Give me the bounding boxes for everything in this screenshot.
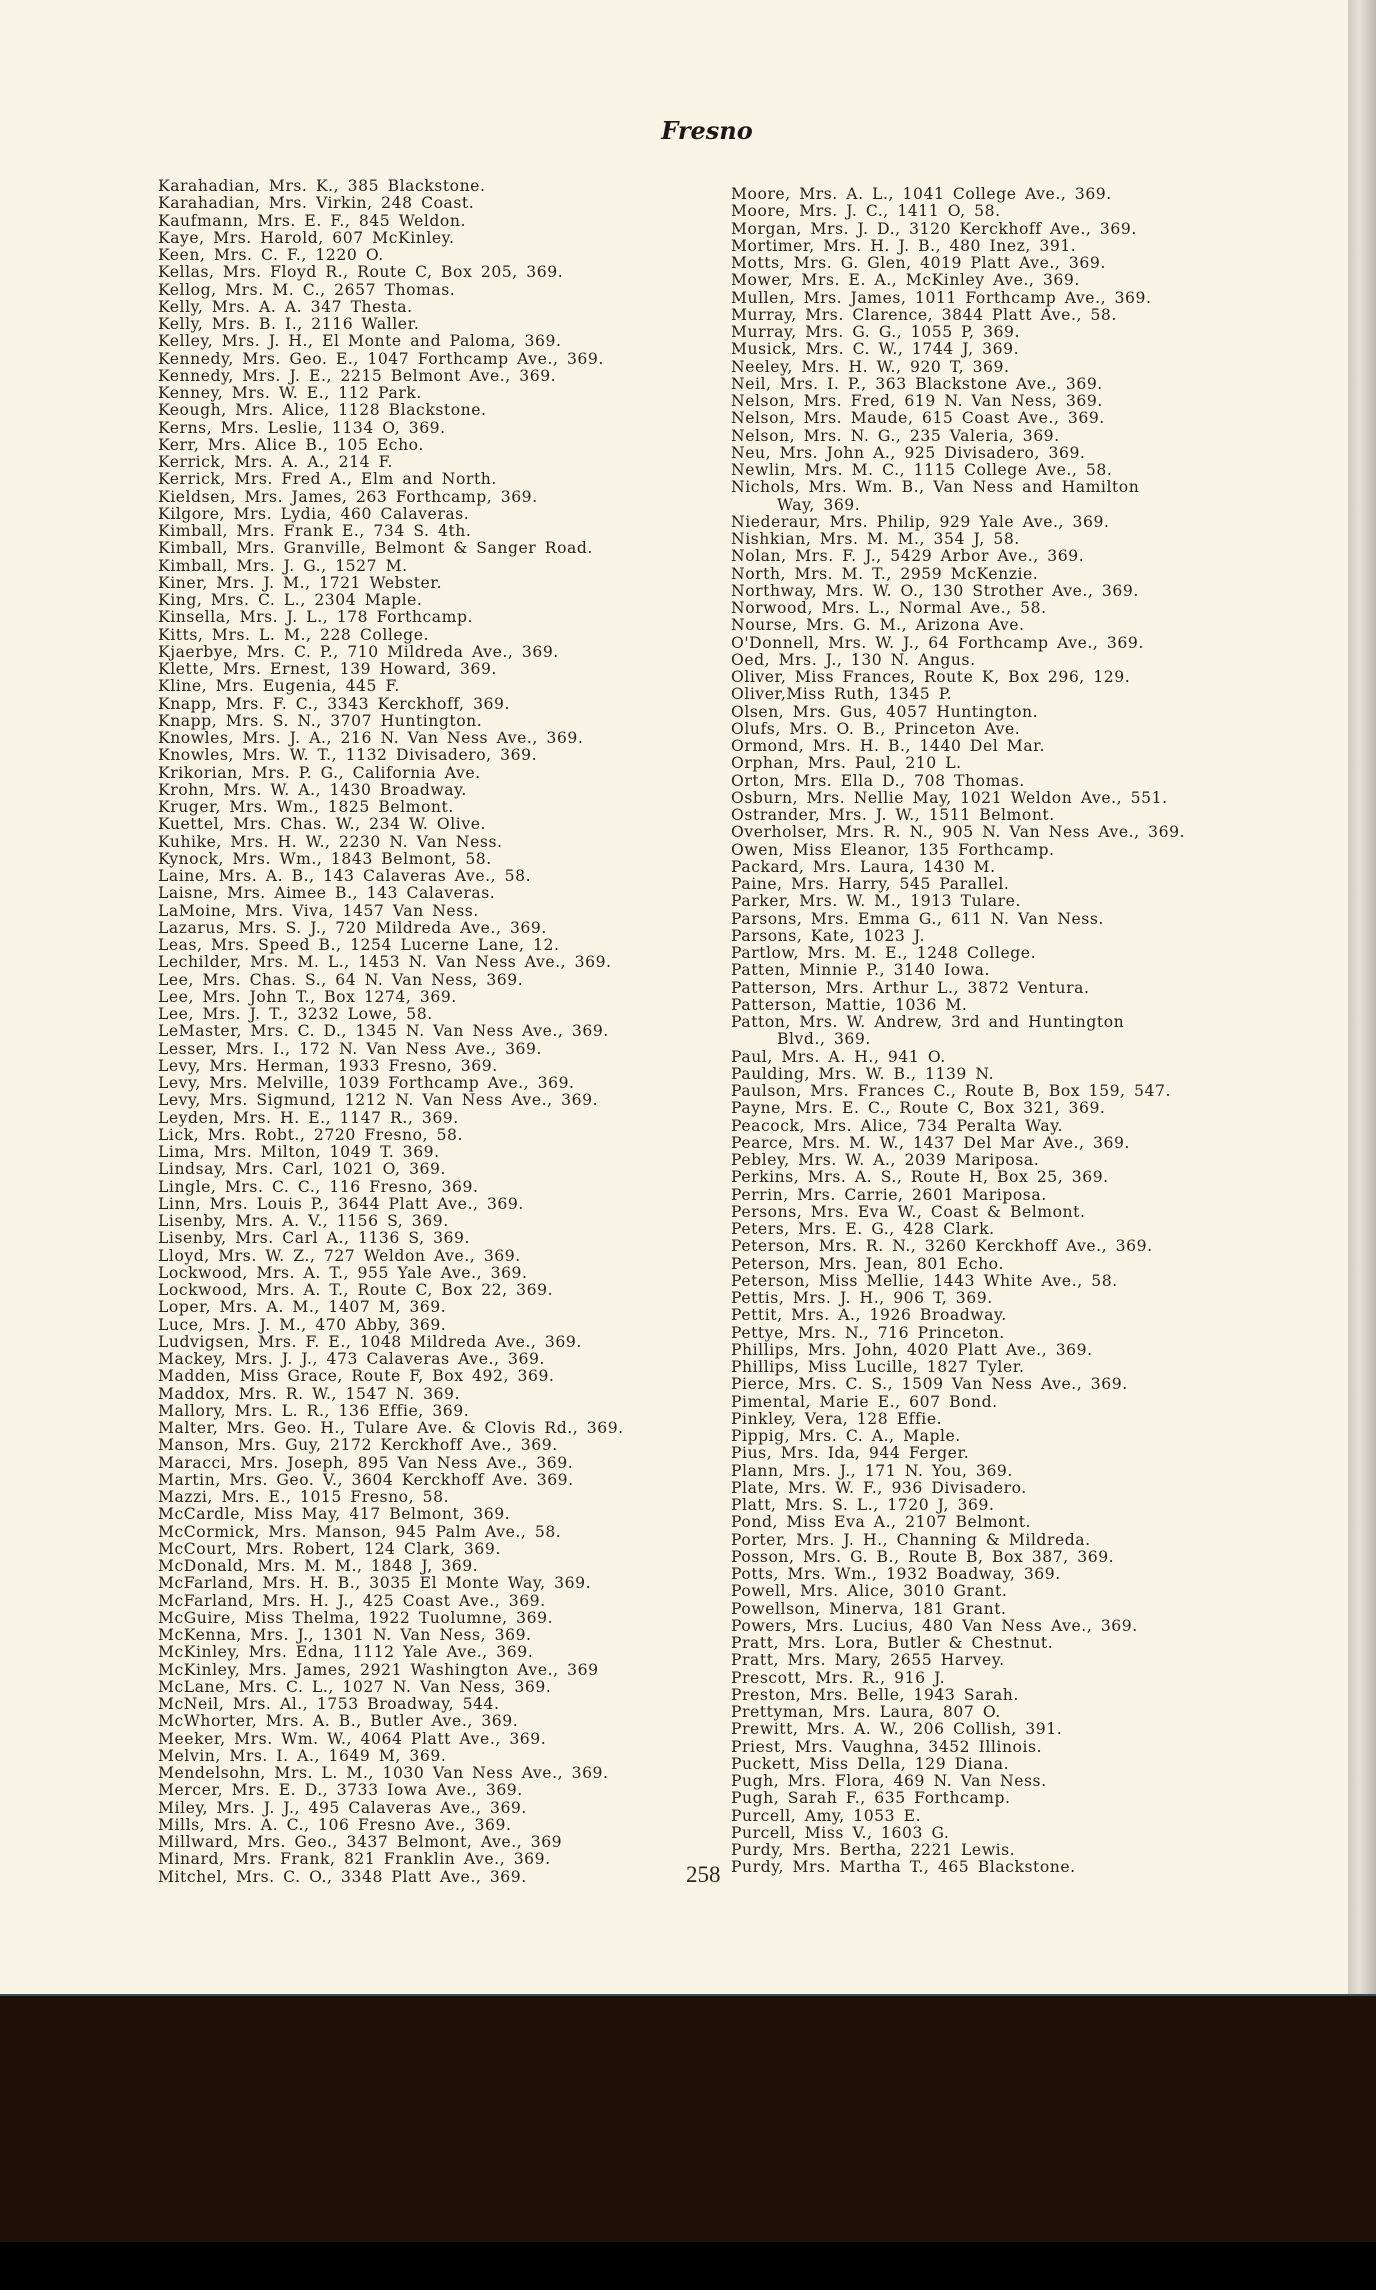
entry-text: Nourse, Mrs. G. M., Arizona Ave. xyxy=(731,616,1025,635)
entry-text: Paulding, Mrs. W. B., 1139 N. xyxy=(731,1064,995,1083)
directory-entry: Laine, Mrs. A. B., 143 Calaveras Ave., 58. xyxy=(158,867,532,885)
directory-entry xyxy=(731,1135,1185,1152)
directory-entry: Kuhike, Mrs. H. W., 2230 N. Van Ness. xyxy=(158,832,503,851)
directory-entry xyxy=(731,221,1185,238)
entry-text: Peters, Mrs. E. G., 428 Clark. xyxy=(731,1220,995,1238)
entry-text: Prewitt, Mrs. A. W., 206 Collish, 391. xyxy=(731,1720,1063,1739)
directory-entry: Kieldsen, Mrs. James, 263 Forthcamp, 369. xyxy=(158,487,538,506)
directory-entry xyxy=(731,1152,1185,1169)
directory-entry: Lindsay, Mrs. Carl, 1021 O, 369. xyxy=(158,1160,446,1179)
entry-text: Neeley, Mrs. H. W., 920 T, 369. xyxy=(731,357,1010,376)
directory-entry xyxy=(731,1859,1185,1876)
directory-entry: Kruger, Mrs. Wm., 1825 Belmont. xyxy=(158,798,454,816)
directory-entry: Kellog, Mrs. M. C., 2657 Thomas. xyxy=(158,280,456,299)
entry-text: Peterson, Mrs. R. N., 3260 Kerckhoff Ave., 369. xyxy=(731,1237,1153,1256)
entry-text: Niederaur, Mrs. Philip, 929 Yale Ave., 369. xyxy=(731,512,1110,531)
directory-entry: Levy, Mrs. Sigmund, 1212 N. Van Ness Ave., 369. xyxy=(158,1091,599,1110)
directory-entry xyxy=(731,1721,1185,1738)
entry-text: Priest, Mrs. Vaughna, 3452 Illinois. xyxy=(731,1737,1043,1756)
directory-entry xyxy=(731,1100,1185,1117)
entry-text: Persons, Mrs. Eva W., Coast & Belmont. xyxy=(731,1202,1086,1221)
directory-entry xyxy=(731,1687,1185,1704)
directory-entry: Lima, Mrs. Milton, 1049 T. 369. xyxy=(158,1143,440,1161)
directory-entry: McFarland, Mrs. H. J., 425 Coast Ave., 369. xyxy=(158,1591,546,1610)
directory-entry xyxy=(731,1169,1185,1186)
directory-entry xyxy=(731,755,1185,772)
directory-entry: McKenna, Mrs. J., 1301 N. Van Ness, 369. xyxy=(158,1626,532,1644)
entry-text: Newlin, Mrs. M. C., 1115 College Ave., 58. xyxy=(731,461,1113,479)
entry-text: Moore, Mrs. J. C., 1411 O, 58. xyxy=(731,202,1001,221)
directory-entry xyxy=(731,376,1185,393)
directory-entry: Karahadian, Mrs. K., 385 Blackstone. xyxy=(158,177,486,195)
directory-entry: Malter, Mrs. Geo. H., Tulare Ave. & Clovis Rd., 369. xyxy=(158,1419,624,1437)
directory-entry: McWhorter, Mrs. A. B., Butler Ave., 369. xyxy=(158,1712,519,1731)
directory-entry: Kinsella, Mrs. J. L., 178 Forthcamp. xyxy=(158,608,474,627)
entry-text: Partlow, Mrs. M. E., 1248 College. xyxy=(731,944,1037,962)
directory-entry xyxy=(731,842,1185,859)
directory-entry xyxy=(731,980,1185,997)
directory-entry: Lloyd, Mrs. W. Z., 727 Weldon Ave., 369. xyxy=(158,1246,521,1265)
entry-continuation: Blvd., 369. xyxy=(777,1030,871,1049)
directory-entry: Mazzi, Mrs. E., 1015 Fresno, 58. xyxy=(158,1488,450,1506)
directory-entry: Meeker, Mrs. Wm. W., 4064 Platt Ave., 369. xyxy=(158,1729,547,1748)
directory-entry xyxy=(731,1601,1185,1618)
directory-entry: Kerr, Mrs. Alice B., 105 Echo. xyxy=(158,435,424,454)
directory-entry: Kerrick, Mrs. Fred A., Elm and North. xyxy=(158,470,497,489)
directory-entry xyxy=(731,1238,1185,1255)
entry-text: Powell, Mrs. Alice, 3010 Grant. xyxy=(731,1582,1008,1601)
entry-text: Platt, Mrs. S. L., 1720 J, 369. xyxy=(731,1496,995,1514)
directory-entry: Keen, Mrs. C. F., 1220 O. xyxy=(158,246,384,264)
directory-entry: McCardle, Miss May, 417 Belmont, 369. xyxy=(158,1505,511,1524)
entry-text: Powers, Mrs. Lucius, 480 Van Ness Ave., 369. xyxy=(731,1616,1138,1635)
directory-entry xyxy=(731,566,1185,583)
entry-text: Prescott, Mrs. R., 916 J. xyxy=(731,1668,946,1687)
entry-text: Morgan, Mrs. J. D., 3120 Kerckhoff Ave., 369. xyxy=(731,219,1137,238)
entry-text: Norwood, Mrs. L., Normal Ave., 58. xyxy=(731,599,1047,617)
entry-text: Posson, Mrs. G. B., Route B, Box 387, 369. xyxy=(731,1547,1115,1566)
directory-entry xyxy=(731,1187,1185,1204)
directory-entry xyxy=(731,203,1185,220)
entry-text: Perkins, Mrs. A. S., Route H, Box 25, 369. xyxy=(731,1168,1109,1187)
directory-entry: Lockwood, Mrs. A. T., 955 Yale Ave., 369. xyxy=(158,1263,528,1282)
scan-background xyxy=(0,1994,1376,2242)
directory-entry xyxy=(731,1307,1185,1324)
directory-entry: Kjaerbye, Mrs. C. P., 710 Mildreda Ave., 369. xyxy=(158,642,559,661)
directory-entry: Kenney, Mrs. W. E., 112 Park. xyxy=(158,384,422,402)
entry-text: Orton, Mrs. Ella D., 708 Thomas. xyxy=(731,771,1025,790)
entry-text: Packard, Mrs. Laura, 1430 M. xyxy=(731,857,996,876)
directory-entry: Minard, Mrs. Frank, 821 Franklin Ave., 369. xyxy=(158,1850,551,1869)
directory-entry: Kennedy, Mrs. J. E., 2215 Belmont Ave., 369. xyxy=(158,366,557,385)
directory-entry xyxy=(731,1273,1185,1290)
book-binding-edge xyxy=(1348,0,1376,1994)
entry-text: Purcell, Amy, 1053 E. xyxy=(731,1806,922,1825)
directory-entry: Kiner, Mrs. J. M., 1721 Webster. xyxy=(158,573,443,592)
directory-entry xyxy=(731,1204,1185,1221)
directory-entry xyxy=(731,635,1185,652)
directory-entry: McNeil, Mrs. Al., 1753 Broadway, 544. xyxy=(158,1695,500,1713)
entry-text: Pinkley, Vera, 128 Effie. xyxy=(731,1409,943,1428)
page-title: Fresno xyxy=(661,116,753,145)
directory-entry: Kaufmann, Mrs. E. F., 845 Weldon. xyxy=(158,211,466,230)
entry-text: Osburn, Mrs. Nellie May, 1021 Weldon Ave., 551. xyxy=(731,788,1168,807)
directory-entry xyxy=(731,1514,1185,1531)
directory-entry xyxy=(731,238,1185,255)
directory-entry: Knowles, Mrs. W. T., 1132 Divisadero, 369. xyxy=(158,746,538,765)
directory-entry: Luce, Mrs. J. M., 470 Abby, 369. xyxy=(158,1315,447,1334)
directory-entry: Kline, Mrs. Eugenia, 445 F. xyxy=(158,677,400,696)
directory-entry xyxy=(731,704,1185,721)
entry-text: Powellson, Minerva, 181 Grant. xyxy=(731,1599,1007,1618)
directory-entry xyxy=(731,514,1185,531)
directory-entry: Kelly, Mrs. B. I., 2116 Waller. xyxy=(158,315,420,333)
entry-text: Purdy, Mrs. Martha T., 465 Blackstone. xyxy=(731,1858,1076,1877)
directory-entry: Levy, Mrs. Melville, 1039 Forthcamp Ave., 369. xyxy=(158,1074,575,1092)
directory-entry xyxy=(731,1704,1185,1721)
directory-entry xyxy=(731,1290,1185,1307)
directory-entry: Lisenby, Mrs. A. V., 1156 S, 369. xyxy=(158,1212,449,1230)
directory-entry: Mitchel, Mrs. C. O., 3348 Platt Ave., 369. xyxy=(158,1867,527,1886)
entry-text: Pippig, Mrs. C. A., Maple. xyxy=(731,1427,961,1445)
entry-text: Perrin, Mrs. Carrie, 2601 Mariposa. xyxy=(731,1185,1047,1204)
directory-entry xyxy=(731,1618,1185,1635)
entry-text: Northway, Mrs. W. O., 130 Strother Ave., 369. xyxy=(731,581,1139,600)
entry-text: Prettyman, Mrs. Laura, 807 O. xyxy=(731,1703,1001,1721)
entry-text: Paul, Mrs. A. H., 941 O. xyxy=(731,1047,946,1066)
entry-text: Peacock, Mrs. Alice, 734 Peralta Way. xyxy=(731,1116,1063,1135)
directory-entry xyxy=(731,807,1185,824)
directory-entry xyxy=(731,997,1185,1014)
directory-entry xyxy=(731,1825,1185,1842)
directory-entry: Lazarus, Mrs. S. J., 720 Mildreda Ave., 369. xyxy=(158,918,547,937)
directory-entry: Knapp, Mrs. F. C., 3343 Kerckhoff, 369. xyxy=(158,694,510,713)
entry-text: Pearce, Mrs. M. W., 1437 Del Mar Ave., 369. xyxy=(731,1133,1130,1152)
entry-text: Pius, Mrs. Ida, 944 Ferger. xyxy=(731,1444,970,1463)
directory-entry xyxy=(731,186,1185,203)
entry-text: Pettis, Mrs. J. H., 906 T, 369. xyxy=(731,1289,993,1307)
directory-entry xyxy=(731,341,1185,358)
directory-entry xyxy=(731,859,1185,876)
entry-text: Patten, Minnie P., 3140 Iowa. xyxy=(731,961,990,980)
entry-text: Nolan, Mrs. F. J., 5429 Arbor Ave., 369. xyxy=(731,547,1085,566)
entry-text: Preston, Mrs. Belle, 1943 Sarah. xyxy=(731,1685,1019,1704)
directory-entry: Kimball, Mrs. Frank E., 734 S. 4th. xyxy=(158,522,472,540)
entry-continuation: Way, 369. xyxy=(777,495,861,514)
entry-text: Pebley, Mrs. W. A., 2039 Mariposa. xyxy=(731,1151,1040,1169)
entry-text: Nelson, Mrs. Maude, 615 Coast Ave., 369. xyxy=(731,409,1105,428)
directory-entry: Kuettel, Mrs. Chas. W., 234 W. Olive. xyxy=(158,815,486,834)
directory-entry xyxy=(731,1549,1185,1566)
directory-entry xyxy=(731,686,1185,703)
directory-entry xyxy=(731,1842,1185,1859)
directory-entry: Manson, Mrs. Guy, 2172 Kerckhoff Ave., 369. xyxy=(158,1436,558,1455)
directory-entry: Leas, Mrs. Speed B., 1254 Lucerne Lane, 12. xyxy=(158,936,560,954)
entry-text: Purdy, Mrs. Bertha, 2221 Lewis. xyxy=(731,1841,1016,1859)
directory-entry: Lisenby, Mrs. Carl A., 1136 S, 369. xyxy=(158,1229,470,1248)
directory-entry xyxy=(731,1428,1185,1445)
entry-text: Parsons, Kate, 1023 J. xyxy=(731,926,925,945)
directory-entry: Lechilder, Mrs. M. L., 1453 N. Van Ness Ave., 369. xyxy=(158,953,612,972)
directory-entry xyxy=(731,1083,1185,1100)
directory-entry: Ludvigsen, Mrs. F. E., 1048 Mildreda Ave., 369. xyxy=(158,1332,582,1351)
entry-text: Patterson, Mrs. Arthur L., 3872 Ventura. xyxy=(731,978,1090,997)
directory-entry: Kelley, Mrs. J. H., El Monte and Paloma, 369. xyxy=(158,332,562,351)
directory-entry: Karahadian, Mrs. Virkin, 248 Coast. xyxy=(158,194,475,213)
directory-entry xyxy=(731,307,1185,324)
directory-entry xyxy=(731,479,1185,514)
directory-entry: Kilgore, Mrs. Lydia, 460 Calaveras. xyxy=(158,504,470,523)
directory-entry xyxy=(731,1376,1185,1393)
directory-entry xyxy=(731,531,1185,548)
directory-entry: Miley, Mrs. J. J., 495 Calaveras Ave., 369. xyxy=(158,1798,527,1817)
directory-entry xyxy=(731,1411,1185,1428)
entry-text: O'Donnell, Mrs. W. J., 64 Forthcamp Ave., 369. xyxy=(731,633,1144,652)
directory-entry xyxy=(731,1635,1185,1652)
entry-text: Paulson, Mrs. Frances C., Route B, Box 159, 547. xyxy=(731,1082,1171,1100)
directory-entry xyxy=(731,600,1185,617)
entry-text: Pierce, Mrs. C. S., 1509 Van Ness Ave., 369. xyxy=(731,1375,1128,1394)
directory-entry: Krohn, Mrs. W. A., 1430 Broadway. xyxy=(158,780,467,799)
directory-entry xyxy=(731,1221,1185,1238)
entry-text: Nishkian, Mrs. M. M., 354 J, 58. xyxy=(731,530,1020,548)
entry-text: Purcell, Miss V., 1603 G. xyxy=(731,1823,950,1842)
directory-entry: Mercer, Mrs. E. D., 3733 Iowa Ave., 369. xyxy=(158,1781,523,1800)
directory-entry: Kellas, Mrs. Floyd R., Route C, Box 205, 369. xyxy=(158,263,564,282)
directory-entry xyxy=(731,928,1185,945)
page-number: 258 xyxy=(686,1862,721,1887)
entry-text: Ostrander, Mrs. J. W., 1511 Belmont. xyxy=(731,806,1055,824)
entry-text: Nelson, Mrs. Fred, 619 N. Van Ness, 369. xyxy=(731,392,1103,410)
directory-entry: LeMaster, Mrs. C. D., 1345 N. Van Ness Ave., 369. xyxy=(158,1022,609,1041)
entry-text: Neu, Mrs. John A., 925 Divisadero, 369. xyxy=(731,443,1086,462)
directory-entry: Mallory, Mrs. L. R., 136 Effie, 369. xyxy=(158,1401,470,1420)
entry-text: Neil, Mrs. I. P., 363 Blackstone Ave., 369. xyxy=(731,374,1103,393)
entry-text: Pugh, Sarah F., 635 Forthcamp. xyxy=(731,1789,1011,1808)
directory-entry xyxy=(731,462,1185,479)
directory-entry: Kerrick, Mrs. A. A., 214 F. xyxy=(158,453,394,471)
directory-entry xyxy=(731,617,1185,634)
directory-entry xyxy=(731,1049,1185,1066)
directory-entry xyxy=(731,255,1185,272)
directory-entry: McCormick, Mrs. Manson, 945 Palm Ave., 58. xyxy=(158,1522,562,1541)
entry-text: Potts, Mrs. Wm., 1932 Boadway, 369. xyxy=(731,1565,1061,1583)
directory-entry: Millward, Mrs. Geo., 3437 Belmont, Ave., 369 xyxy=(158,1833,563,1851)
directory-entry xyxy=(731,1583,1185,1600)
directory-column-left xyxy=(158,178,624,1886)
entry-text: Musick, Mrs. C. W., 1744 J, 369. xyxy=(731,340,1020,359)
directory-entry xyxy=(731,290,1185,307)
entry-text: Moore, Mrs. A. L., 1041 College Ave., 369. xyxy=(731,185,1112,203)
directory-entry xyxy=(731,1118,1185,1135)
entry-text: Plate, Mrs. W. F., 936 Divisadero. xyxy=(731,1478,1027,1497)
entry-text: Payne, Mrs. E. C., Route C, Box 321, 369. xyxy=(731,1099,1106,1118)
directory-entry: McKinley, Mrs. Edna, 1112 Yale Ave., 369. xyxy=(158,1643,534,1662)
directory-entry: Lesser, Mrs. I., 172 N. Van Ness Ave., 369. xyxy=(158,1039,542,1058)
entry-text: Orphan, Mrs. Paul, 210 L. xyxy=(731,754,962,773)
directory-entry xyxy=(731,1790,1185,1807)
directory-entry: Knapp, Mrs. S. N., 3707 Huntington. xyxy=(158,711,483,730)
directory-entry xyxy=(731,1652,1185,1669)
directory-entry xyxy=(731,824,1185,841)
directory-entry xyxy=(731,1670,1185,1687)
directory-entry: Lockwood, Mrs. A. T., Route C, Box 22, 369. xyxy=(158,1281,554,1299)
directory-entry: Martin, Mrs. Geo. V., 3604 Kerckhoff Ave. 369. xyxy=(158,1470,574,1489)
directory-entry xyxy=(731,1497,1185,1514)
entry-text: Porter, Mrs. J. H., Channing & Mildreda. xyxy=(731,1530,1091,1549)
directory-entry xyxy=(731,1480,1185,1497)
directory-entry: Lee, Mrs. Chas. S., 64 N. Van Ness, 369. xyxy=(158,970,524,989)
directory-entry xyxy=(731,393,1185,410)
entry-text: Murray, Mrs. G. G., 1055 P, 369. xyxy=(731,323,1020,341)
directory-entry xyxy=(731,1394,1185,1411)
entry-text: Parsons, Mrs. Emma G., 611 N. Van Ness. xyxy=(731,909,1104,928)
directory-entry: Kynock, Mrs. Wm., 1843 Belmont, 58. xyxy=(158,849,492,868)
directory-entry: Maracci, Mrs. Joseph, 895 Van Ness Ave., 369. xyxy=(158,1453,574,1472)
entry-text: Mower, Mrs. E. A., McKinley Ave., 369. xyxy=(731,271,1080,290)
directory-entry: Lick, Mrs. Robt., 2720 Fresno, 58. xyxy=(158,1125,464,1144)
directory-entry xyxy=(731,773,1185,790)
directory-entry: McFarland, Mrs. H. B., 3035 El Monte Way, 369. xyxy=(158,1574,592,1593)
entry-text: Patton, Mrs. W. Andrew, 3rd and Huntington xyxy=(731,1013,1125,1031)
directory-entry xyxy=(731,893,1185,910)
entry-text: Phillips, Mrs. John, 4020 Platt Ave., 369. xyxy=(731,1340,1093,1359)
entry-text: Motts, Mrs. G. Glen, 4019 Platt Ave., 369. xyxy=(731,254,1106,272)
directory-entry: Kaye, Mrs. Harold, 607 McKinley. xyxy=(158,228,455,247)
directory-entry xyxy=(731,1066,1185,1083)
directory-entry: McKinley, Mrs. James, 2921 Washington Ave., 369 xyxy=(158,1660,599,1679)
entry-text: Olsen, Mrs. Gus, 4057 Huntington. xyxy=(731,702,1039,721)
entry-text: Oliver, Miss Frances, Route K, Box 296, 129. xyxy=(731,668,1131,686)
directory-entry: King, Mrs. C. L., 2304 Maple. xyxy=(158,591,423,609)
directory-entry xyxy=(731,583,1185,600)
directory-entry xyxy=(731,721,1185,738)
directory-entry: Mills, Mrs. A. C., 106 Fresno Ave., 369. xyxy=(158,1815,512,1834)
directory-column-right xyxy=(731,186,1185,1877)
directory-entry: Mackey, Mrs. J. J., 473 Calaveras Ave., 369. xyxy=(158,1350,545,1368)
entry-text: Pratt, Mrs. Mary, 2655 Harvey. xyxy=(731,1651,1005,1670)
directory-entry xyxy=(731,324,1185,341)
directory-entry: Kimball, Mrs. Granville, Belmont & Sanger Road. xyxy=(158,539,593,558)
entry-text: Oed, Mrs. J., 130 N. Angus. xyxy=(731,650,976,669)
directory-entry xyxy=(731,410,1185,427)
directory-entry: Laisne, Mrs. Aimee B., 143 Calaveras. xyxy=(158,884,496,903)
directory-entry xyxy=(731,445,1185,462)
entry-text: Nelson, Mrs. N. G., 235 Valeria, 369. xyxy=(731,426,1060,445)
entry-text: Peterson, Mrs. Jean, 801 Echo. xyxy=(731,1254,1004,1273)
directory-entry xyxy=(731,1532,1185,1549)
entry-text: Owen, Miss Eleanor, 135 Forthcamp. xyxy=(731,840,1055,859)
directory-entry xyxy=(731,1342,1185,1359)
directory-entry: McLane, Mrs. C. L., 1027 N. Van Ness, 369. xyxy=(158,1677,552,1696)
directory-entry: Kennedy, Mrs. Geo. E., 1047 Forthcamp Ave., 369. xyxy=(158,349,604,368)
directory-entry xyxy=(731,1739,1185,1756)
directory-entry: Lee, Mrs. John T., Box 1274, 369. xyxy=(158,987,457,1006)
directory-entry xyxy=(731,669,1185,686)
directory-entry xyxy=(731,272,1185,289)
entry-text: Mullen, Mrs. James, 1011 Forthcamp Ave., 369. xyxy=(731,288,1152,307)
directory-entry: Mendelsohn, Mrs. L. M., 1030 Van Ness Ave., 369. xyxy=(158,1764,609,1782)
directory-entry: Krikorian, Mrs. P. G., California Ave. xyxy=(158,763,481,782)
directory-entry: Kitts, Mrs. L. M., 228 College. xyxy=(158,625,429,644)
directory-entry: Levy, Mrs. Herman, 1933 Fresno, 369. xyxy=(158,1056,498,1075)
directory-entry xyxy=(731,359,1185,376)
directory-entry xyxy=(731,945,1185,962)
entry-text: Pettit, Mrs. A., 1926 Broadway. xyxy=(731,1306,1007,1325)
directory-entry: Maddox, Mrs. R. W., 1547 N. 369. xyxy=(158,1384,461,1403)
directory-entry: Knowles, Mrs. J. A., 216 N. Van Ness Ave., 369. xyxy=(158,729,584,747)
entry-text: Peterson, Miss Mellie, 1443 White Ave., 58. xyxy=(731,1271,1118,1290)
entry-text: Mortimer, Mrs. H. J. B., 480 Inez, 391. xyxy=(731,236,1077,255)
directory-entry: Leyden, Mrs. H. E., 1147 R., 369. xyxy=(158,1108,459,1127)
directory-entry: McCourt, Mrs. Robert, 124 Clark, 369. xyxy=(158,1539,501,1558)
directory-entry xyxy=(731,1566,1185,1583)
entry-text: Pettye, Mrs. N., 716 Princeton. xyxy=(731,1323,1005,1342)
directory-entry xyxy=(731,1445,1185,1462)
entry-text: Nichols, Mrs. Wm. B., Van Ness and Hamilton xyxy=(731,478,1140,497)
directory-entry xyxy=(731,738,1185,755)
entry-text: Paine, Mrs. Harry, 545 Parallel. xyxy=(731,875,1010,893)
directory-entry: Melvin, Mrs. I. A., 1649 M, 369. xyxy=(158,1746,447,1765)
directory-entry: LaMoine, Mrs. Viva, 1457 Van Ness. xyxy=(158,901,479,920)
entry-text: North, Mrs. M. T., 2959 McKenzie. xyxy=(731,564,1039,583)
directory-entry: McGuire, Miss Thelma, 1922 Tuolumne, 369. xyxy=(158,1608,554,1627)
directory-entry: Lee, Mrs. J. T., 3232 Lowe, 58. xyxy=(158,1005,433,1023)
directory-entry xyxy=(731,1014,1185,1049)
directory-entry: Kerns, Mrs. Leslie, 1134 O, 369. xyxy=(158,418,446,437)
directory-entry xyxy=(731,1463,1185,1480)
directory-entry xyxy=(731,1325,1185,1342)
entry-text: Parker, Mrs. W. M., 1913 Tulare. xyxy=(731,892,1021,911)
entry-text: Pugh, Mrs. Flora, 469 N. Van Ness. xyxy=(731,1772,1047,1790)
directory-entry xyxy=(731,1773,1185,1790)
directory-entry xyxy=(731,1256,1185,1273)
directory-entry: Lingle, Mrs. C. C., 116 Fresno, 369. xyxy=(158,1177,479,1196)
directory-entry: McDonald, Mrs. M. M., 1848 J, 369. xyxy=(158,1557,479,1575)
entry-text: Pond, Miss Eva A., 2107 Belmont. xyxy=(731,1513,1032,1532)
entry-text: Overholser, Mrs. R. N., 905 N. Van Ness Ave., 369. xyxy=(731,823,1186,842)
directory-entry xyxy=(731,1756,1185,1773)
entry-text: Plann, Mrs. J., 171 N. You, 369. xyxy=(731,1461,1013,1480)
entry-text: Ormond, Mrs. H. B., 1440 Del Mar. xyxy=(731,737,1045,755)
directory-entry xyxy=(731,1359,1185,1376)
entry-text: Olufs, Mrs. O. B., Princeton Ave. xyxy=(731,719,1021,738)
directory-entry xyxy=(731,790,1185,807)
directory-entry: Keough, Mrs. Alice, 1128 Blackstone. xyxy=(158,401,487,420)
directory-entry: Klette, Mrs. Ernest, 139 Howard, 369. xyxy=(158,660,497,678)
directory-entry xyxy=(731,548,1185,565)
entry-text: Puckett, Miss Della, 129 Diana. xyxy=(731,1754,1010,1773)
entry-text: Pratt, Mrs. Lora, Butler & Chestnut. xyxy=(731,1634,1054,1652)
directory-entry: Kelly, Mrs. A. A. 347 Thesta. xyxy=(158,297,413,316)
directory-entry xyxy=(731,962,1185,979)
entry-text: Patterson, Mattie, 1036 M. xyxy=(731,995,968,1014)
entry-text: Murray, Mrs. Clarence, 3844 Platt Ave., 58. xyxy=(731,305,1117,324)
directory-entry xyxy=(731,428,1185,445)
directory-entry: Kimball, Mrs. J. G., 1527 M. xyxy=(158,556,408,575)
directory-entry: Linn, Mrs. Louis P., 3644 Platt Ave., 369. xyxy=(158,1194,524,1213)
entry-text: Phillips, Miss Lucille, 1827 Tyler. xyxy=(731,1358,1025,1376)
entry-text: Oliver,Miss Ruth, 1345 P. xyxy=(731,685,953,704)
directory-entry: Madden, Miss Grace, Route F, Box 492, 369. xyxy=(158,1367,555,1386)
directory-entry: Loper, Mrs. A. M., 1407 M, 369. xyxy=(158,1298,447,1317)
directory-entry xyxy=(731,911,1185,928)
entry-text: Pimental, Marie E., 607 Bond. xyxy=(731,1392,998,1411)
directory-entry xyxy=(731,1808,1185,1825)
directory-entry xyxy=(731,876,1185,893)
directory-entry xyxy=(731,652,1185,669)
